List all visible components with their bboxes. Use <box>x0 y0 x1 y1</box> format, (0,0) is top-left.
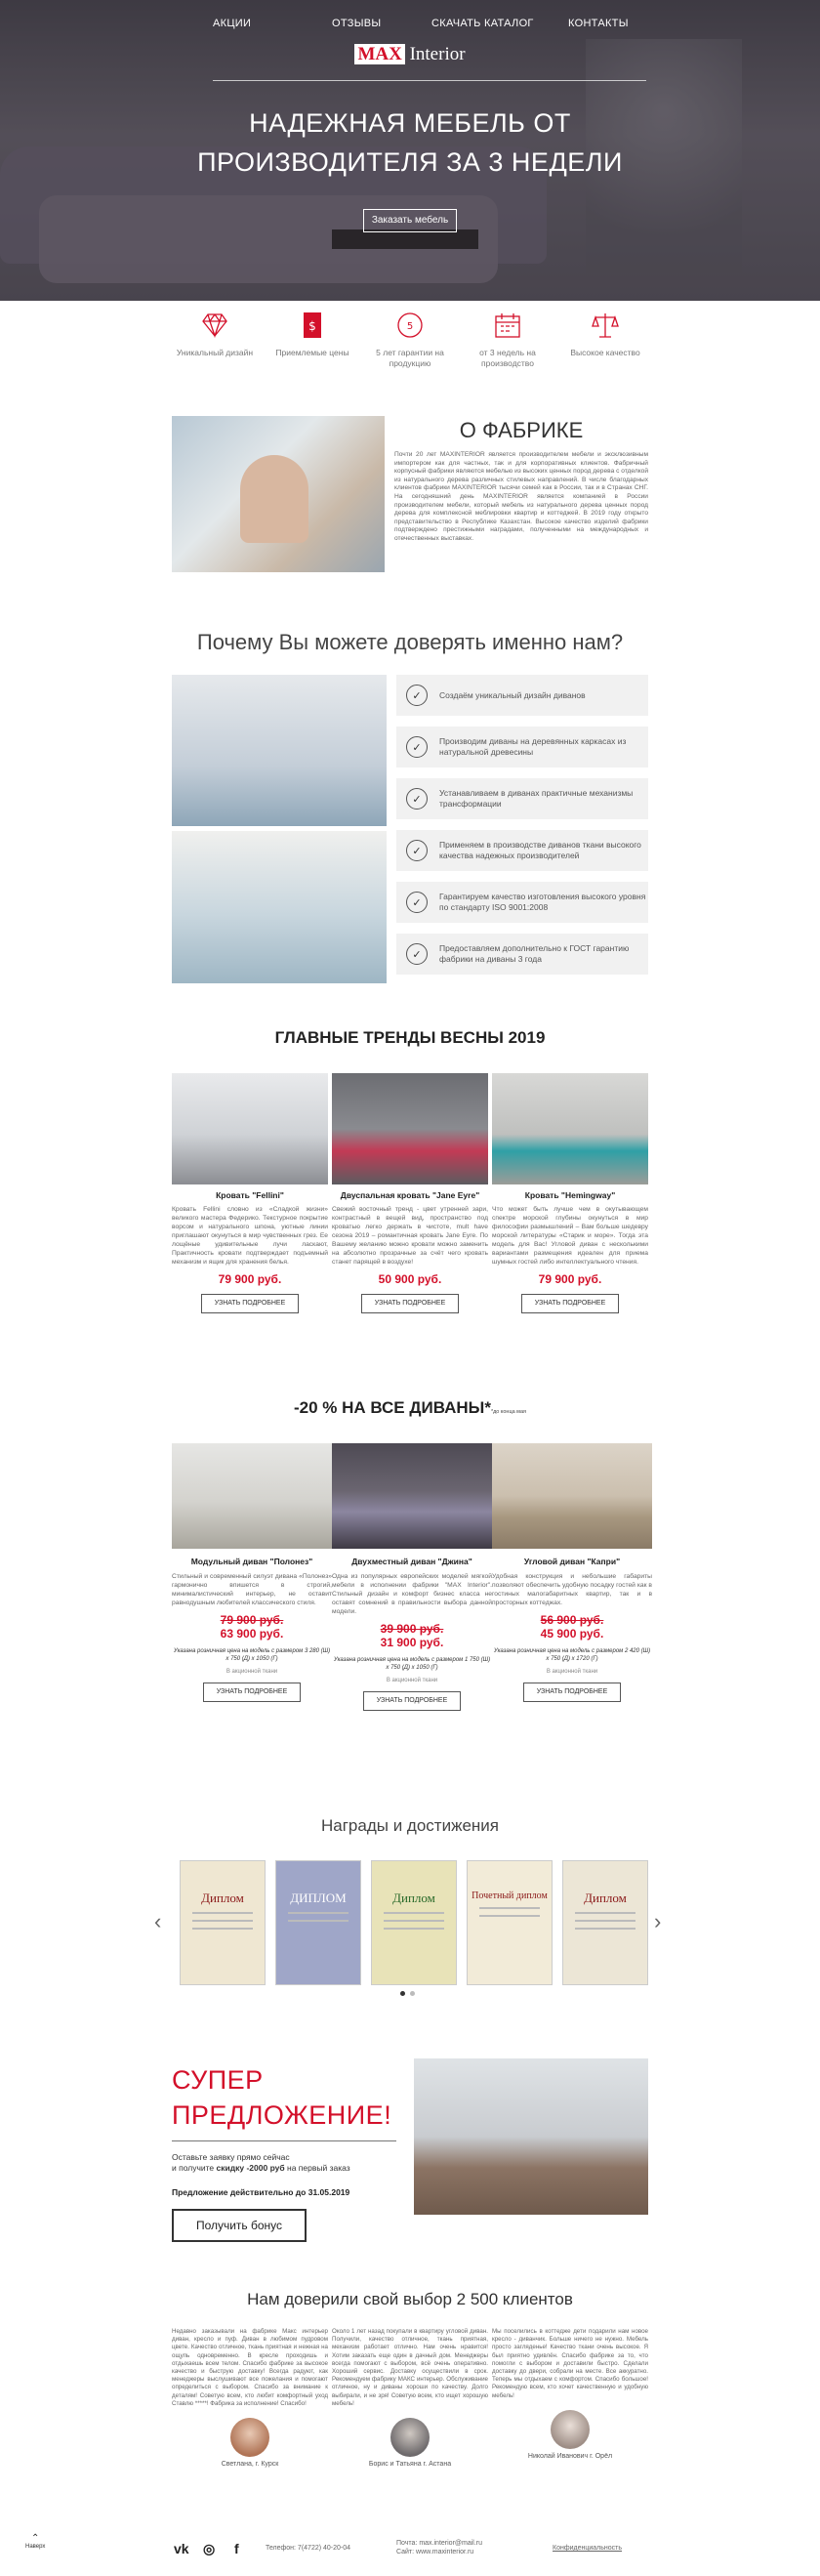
about-photo <box>172 416 385 572</box>
award-certificate[interactable]: ДИПЛОМ <box>275 1860 361 1985</box>
sofa-card: Двухместный диван "Джина" Одна из популярных европейских моделей мягкой мебели в исполнении фабрики "MAX Interior". Стильный дизайн и комфорт бизнес класса не оставят сомнений в правильности выбора данной модели. 39 900 руб. 31 900 руб. Указана розничная цена на модель с размером 1 750 (Ш) x 750 (Д) x 1050 (Г) В акционной ткани УЗНАТЬ ПОДРОБНЕЕ <box>332 1443 492 1711</box>
sofa-card: Модульный диван "Полонез" Стильный и современный силуэт дивана «Полонез» гармонично впишется в строгий, минималистический интерьер, не оставит равнодушным любителей классического стиля. 79 900 руб. 63 900 руб. Указана розничная цена на модель с размером 3 280 (Ш) x 750 (Д) x 1050 (Г) В акционной ткани УЗНАТЬ ПОДРОБНЕЕ <box>172 1443 332 1702</box>
about-title: О ФАБРИКЕ <box>459 418 584 442</box>
check-icon: ✓ <box>406 840 428 861</box>
chevron-left-icon[interactable]: ‹ <box>154 1909 162 1933</box>
list-item: ✓ Производим диваны на деревянных каркасах из натуральной древесины <box>396 727 648 768</box>
award-certificate[interactable]: Диплом <box>180 1860 266 1985</box>
order-furniture-button[interactable]: Заказать мебель <box>363 209 457 232</box>
check-icon: ✓ <box>406 736 428 758</box>
list-item: ✓ Гарантируем качество изготовления высокого уровня по стандарту ISO 9001:2008 <box>396 882 648 923</box>
about-text: Почти 20 лет MAXINTERIOR является производителем мебели и эксклюзивным импортером как для частных, так и для корпоративных клиентов. Фабричный корпусный фабрики являются мебелью из высоких ценных пород дерева с отделкой из натурального дерева различных стилевых направлений. В числе благодарных клиентов фабрики MAXINTERIOR тысячи семей как в России, так и в Странах СНГ. На сегодняшний день MAXINTERIOR является компанией в России производителем мебели, который мебель из натурального дерева ценных пород дерева для комплексной меблировки квартир и коттеджей. В 2019 году открыто представительство в Республике Казахстан. Высокое качество изделий фабрики подтверждено престижными наградами, полученными на международных и отечественных выставках. <box>394 451 648 542</box>
chevron-right-icon[interactable]: › <box>654 1909 662 1933</box>
sofa-card: Угловой диван "Капри" Удобная конструкция и небольшие габариты позволяют обеспечить удобную посадку гостей как в гостиных малогабаритных квартир, так и в просторных коттеджах. 56 900 руб. 45 900 руб. Указана розничная цена на модель с размером 2 420 (Ш) x 750 (Д) x 1720 (Г) В акционной ткани УЗНАТЬ ПОДРОБНЕЕ <box>492 1443 652 1702</box>
nav-item-reviews[interactable]: ОТЗЫВЫ <box>332 18 382 29</box>
list-item: ✓ Предоставляем дополнительно к ГОСТ гарантию фабрики на диваны 3 года <box>396 934 648 975</box>
logo[interactable]: MAX Interior <box>0 44 820 65</box>
vk-icon[interactable]: vk <box>174 2541 189 2556</box>
nav-item-contacts[interactable]: КОНТАКТЫ <box>568 18 629 29</box>
scroll-to-top-button[interactable]: ⌃ Наверх <box>25 2533 46 2550</box>
trend-card: Кровать "Fellini" Кровать Fellini словно из «Сладкой жизни» великого мастера Федерико. Текстурное покрытие ворсом и натурального шпона, уютные линии приглашают окунуться в мир чувственных грез. Ее лощёные удивительные лучи ласкают, Практичность кровати подтверждает подъемный механизм и ящик для хранения белья. 79 900 руб. УЗНАТЬ ПОДРОБНЕЕ <box>172 1073 328 1313</box>
hero-section <box>0 0 820 301</box>
feature-item: $ Приемлемые цены <box>268 311 356 369</box>
avatar <box>230 2418 269 2457</box>
why-photo <box>172 675 387 826</box>
get-bonus-button[interactable]: Получить бонус <box>172 2209 307 2242</box>
scales-icon <box>591 311 620 340</box>
feature-item: Уникальный дизайн <box>171 311 259 369</box>
award-certificate[interactable]: Диплом <box>562 1860 648 1985</box>
bed-photo <box>172 1073 328 1184</box>
privacy-link[interactable]: Конфиденциальность <box>553 2545 623 2552</box>
trend-card: Кровать "Hemingway" Что может быть лучше чем в окутывающем спектре морской глубины окунуться в мир философии размышлений – Вам больше шедевру морской литературы «Старик и море». Тогда эта модель для Вас! Угловой диван с несколькими вариантами размещения идеален для приема шумных гостей либо интеллектуального чтения. 79 900 руб. УЗНАТЬ ПОДРОБНЕЕ <box>492 1073 648 1313</box>
calendar-icon <box>493 311 522 340</box>
list-item: ✓ Устанавливаем в диванах практичные механизмы трансформации <box>396 778 648 819</box>
award-certificate[interactable]: Почетный диплом <box>467 1860 553 1985</box>
award-certificate[interactable]: Диплом <box>371 1860 457 1985</box>
review-card: Мы поселились в коттедже дети подарили нам новое кресло - диванчик. Больше ничего не нужно. Мебель просто загляденье! Качество ткани очень высокое. Я был приятно удивлён. Спасибо фабрике за то, что помогли с выбором и доставили быстро. Сделали доставку до двери, собрали на месте. Все аккуратно. Теперь мы отдыхаем с комфортом. Спасибо большое! Рекомендую всем, кто хочет качественную и удобную мебель! Николай Иванович г. Орёл <box>492 2328 648 2460</box>
avatar <box>551 2410 590 2449</box>
svg-text:5: 5 <box>406 321 414 332</box>
super-offer-deadline: Предложение действительно до 31.05.2019 <box>172 2187 350 2197</box>
footer-contacts: Почта: max.interior@mail.ru Сайт: www.maxinterior.ru <box>396 2540 483 2555</box>
warranty-icon <box>395 311 425 340</box>
check-icon: ✓ <box>406 892 428 913</box>
footer-phone: Телефон: 7(4722) 40-20-04 <box>266 2545 351 2552</box>
money-icon <box>298 311 327 340</box>
footer-email-link[interactable]: max.interior@mail.ru <box>419 2540 483 2547</box>
details-button[interactable]: УЗНАТЬ ПОДРОБНЕЕ <box>523 1683 621 1702</box>
instagram-icon[interactable]: ◎ <box>203 2541 216 2556</box>
super-offer-text: Оставьте заявку прямо сейчас и получите скидку -2000 руб на первый заказ <box>172 2152 350 2173</box>
super-offer-photo <box>414 2058 648 2215</box>
reviews-title: Нам доверили свой выбор 2 500 клиентов <box>247 2290 573 2308</box>
features-row <box>171 311 649 369</box>
feature-item: от 3 недель на производство <box>464 311 552 369</box>
list-item: ✓ Применяем в производстве диванов ткани высокого качества надежных производителей <box>396 830 648 871</box>
sofa-photo <box>492 1073 648 1184</box>
trend-card: Двуспальная кровать "Jane Eyre" Свежий восточный тренд - цвет утренней зари, контрастный в вещей вид, пространство под кроватью легко держать в чистоте, mult have сезона 2019 – романтичная кровать Jane Eyre. По Вашему желанию можно кровати можно заменить на абсолютно прозрачные за счёт чего кровать станет парящей в воздухе! 50 900 руб. УЗНАТЬ ПОДРОБНЕЕ <box>332 1073 488 1313</box>
review-card: Около 1 лет назад покупали в квартиру угловой диван. Получили, качество отличное, ткань приятная, механизм работает отлично. Нам очень нравится! Хотим заказать еще один в дачный дом. Менеджеры всегда помогают с выбором, всё очень оперативно. Хороший сервис. Доставку осуществили в срок. Рекомендуем фабрику МАКС интерьер. Обслуживание отличное, ну и диваны хороши по качеству. Долго выбирали, и не зря! Советую всем, кто ищет хорошую мебель! Борис и Татьяна г. Астана <box>332 2328 488 2469</box>
details-button[interactable]: УЗНАТЬ ПОДРОБНЕЕ <box>521 1294 619 1313</box>
diamond-icon <box>200 311 229 340</box>
feature-item: 5 5 лет гарантии на продукцию <box>366 311 454 369</box>
nav-item-sales[interactable]: АКЦИИ <box>213 18 252 29</box>
check-icon: ✓ <box>406 685 428 706</box>
list-item: ✓ Создаём уникальный дизайн диванов <box>396 675 648 716</box>
check-icon: ✓ <box>406 788 428 810</box>
bed-photo <box>332 1073 488 1184</box>
footer <box>0 2533 820 2576</box>
awards-carousel <box>180 1860 648 1985</box>
super-offer-title: СУПЕР ПРЕДЛОЖЕНИЕ! <box>172 2065 392 2130</box>
sofa-photo <box>172 1443 332 1549</box>
why-title: Почему Вы можете доверять именно нам? <box>196 630 624 654</box>
svg-text:$: $ <box>308 319 316 333</box>
details-button[interactable]: УЗНАТЬ ПОДРОБНЕЕ <box>203 1683 301 1702</box>
feature-item: Высокое качество <box>561 311 649 369</box>
sale-title: -20 % НА ВСЕ ДИВАНЫ**до конца мая <box>293 1398 526 1417</box>
facebook-icon[interactable]: f <box>234 2541 239 2556</box>
avatar <box>390 2418 430 2457</box>
footer-site-link[interactable]: www.maxinterior.ru <box>416 2549 474 2555</box>
why-photo <box>172 831 387 983</box>
hero-title: НАДЕЖНАЯ МЕБЕЛЬ ОТ ПРОИЗВОДИТЕЛЯ ЗА 3 НЕДЕЛИ <box>197 108 623 177</box>
why-list <box>396 675 648 985</box>
check-icon: ✓ <box>406 943 428 965</box>
review-card: Недавно заказывали на фабрике Макс интерьер диван, кресло и пуф. Диван в любимом пудровом цвете. Качество отличное, ткань приятная и нежная на ощупь одновременно. В кресле проходишь и отдыхаешь всем телом. Спасибо фабрике за высокое качество и быструю доставку! Всегда радуют, как менеджеры выслушивают все пожелания и помогают определиться с выбором. Спасибо за внимание к деталям! Советую всем, кто любит комфортный уход Ставлю *****! Фабрика за исполнение! Спасибо! Светлана, г. Курск <box>172 2328 328 2469</box>
details-button[interactable]: УЗНАТЬ ПОДРОБНЕЕ <box>201 1294 299 1313</box>
trends-title: ГЛАВНЫЕ ТРЕНДЫ ВЕСНЫ 2019 <box>274 1028 546 1047</box>
nav-item-catalog[interactable]: СКАЧАТЬ КАТАЛОГ <box>431 18 534 29</box>
details-button[interactable]: УЗНАТЬ ПОДРОБНЕЕ <box>361 1294 459 1313</box>
carousel-dots <box>400 1991 415 1996</box>
awards-title: Награды и достижения <box>321 1816 499 1835</box>
details-button[interactable]: УЗНАТЬ ПОДРОБНЕЕ <box>363 1691 461 1711</box>
sofa-photo <box>332 1443 492 1549</box>
sofa-photo <box>492 1443 652 1549</box>
